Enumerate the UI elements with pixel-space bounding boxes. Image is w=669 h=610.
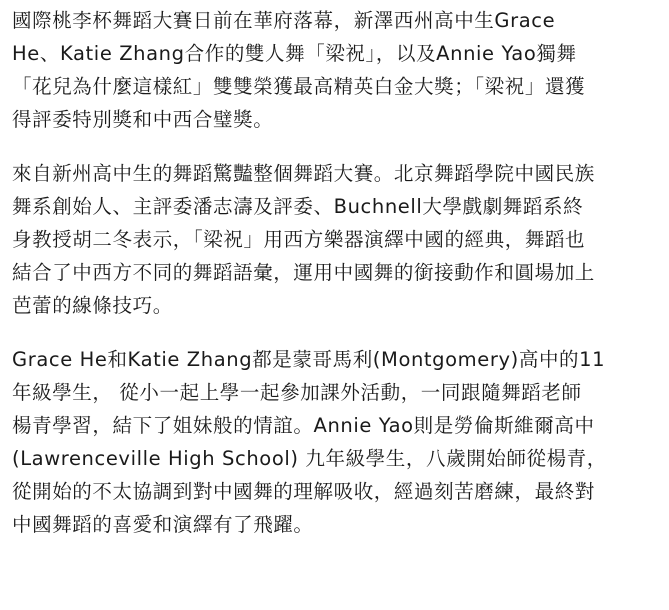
article-body	[12, 4, 656, 562]
text-line: He、Katie Zhang合作的雙人舞「梁祝」，以及Annie Yao獨舞	[12, 42, 577, 65]
text-line: 年級學生， 從小一起上學一起參加課外活動，一同跟隨舞蹈老師	[12, 381, 582, 404]
text-line: 芭蕾的線條技巧。	[12, 294, 173, 317]
text-line: (Lawrenceville High School) 九年級學生，八歲開始師從楊青，	[12, 447, 607, 470]
paragraph-2	[12, 157, 656, 322]
text-line: 來自新州高中生的舞蹈驚豔整個舞蹈大賽。北京舞蹈學院中國民族	[12, 162, 595, 185]
text-line: 「花兒為什麼這樣紅」雙雙榮獲最高精英白金大獎；「梁祝」還獲	[12, 75, 586, 98]
text-line: 楊青學習，結下了姐妹般的情誼。Annie Yao則是勞倫斯維爾高中	[12, 414, 595, 437]
text-line: 舞系創始人、主評委潘志濤及評委、Buchnell大學戲劇舞蹈系終	[12, 195, 584, 218]
paragraph-1	[12, 4, 656, 136]
text-line: 中國舞蹈的喜愛和演繹有了飛躍。	[12, 513, 314, 536]
text-line: 得評委特別獎和中西合璧獎。	[12, 108, 274, 131]
text-line: 身教授胡二冬表示，「梁祝」用西方樂器演繹中國的經典，舞蹈也	[12, 228, 586, 251]
text-line: 國際桃李杯舞蹈大賽日前在華府落幕，新澤西州高中生Grace	[12, 9, 556, 32]
paragraph-3	[12, 343, 656, 541]
text-line: 從開始的不太協調到對中國舞的理解吸收，經過刻苦磨練，最終對	[12, 480, 595, 503]
text-line: 結合了中西方不同的舞蹈語彙，運用中國舞的銜接動作和圓場加上	[12, 261, 595, 284]
text-line: Grace He和Katie Zhang都是蒙哥馬利(Montgomery)高中的11	[12, 348, 606, 371]
